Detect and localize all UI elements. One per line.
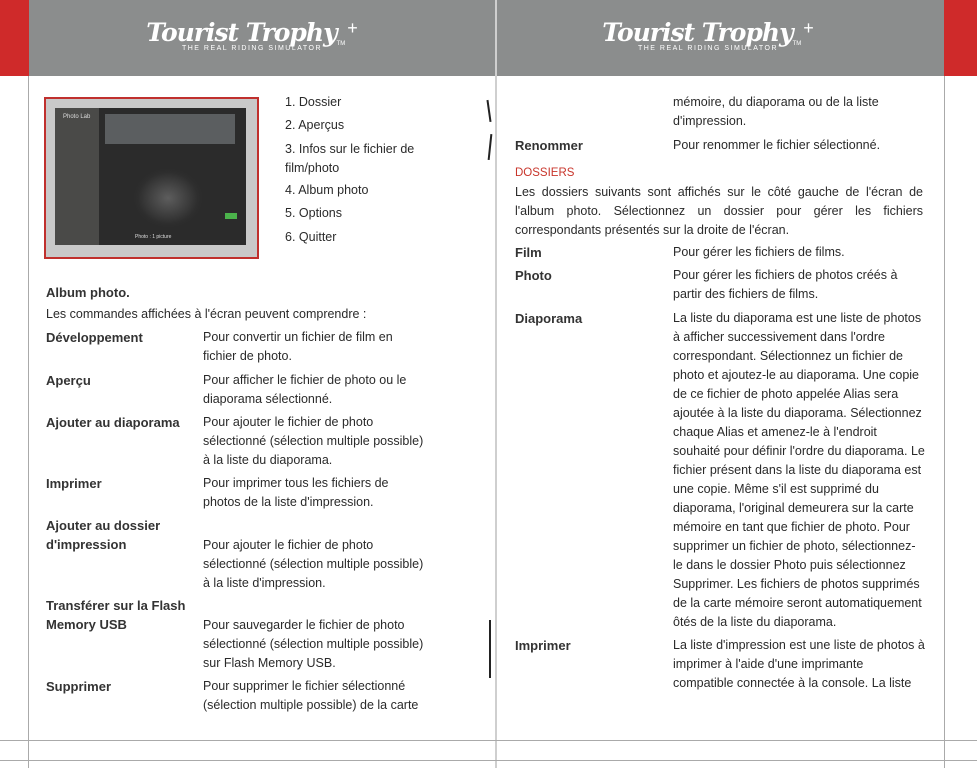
bottom-rule [0, 740, 977, 741]
entry-desc: Pour convertir un fichier de film en fichier de photo. [203, 330, 393, 363]
logo-left: Tourist TrophyTM+ THE REAL RIDING SIMULATOR [122, 18, 382, 52]
entry-desc: Pour supprimer le fichier sélectionné (sélection multiple possible) de la carte [203, 679, 419, 712]
entry-label: Ajouter au dossier d'impression [46, 518, 161, 552]
binding-mark [488, 134, 492, 160]
intro-text: Les commandes affichées à l'écran peuvent comprendre : [46, 307, 367, 321]
entry-label: Ajouter au diaporama [46, 415, 180, 430]
menu-item: 3. Infos sur le fichier de film/photo [285, 142, 415, 175]
binding-mark [486, 100, 491, 122]
thumbnail-caption: Photo : 1 picture [135, 234, 172, 240]
folders-intro: Les dossiers suivants sont affichés sur le côté gauche de l'écran de l'album photo. Sélectionnez un dossier pour gérer les fichiers correspondants présentés sur la droite de l'écran. [515, 185, 923, 237]
entry-label: Imprimer [46, 476, 102, 491]
red-corner-right [944, 0, 977, 76]
entry-desc: La liste d'impression est une liste de photos à imprimer à l'aide d'une imprimante compatible connectée à la console. La liste [673, 638, 925, 690]
entry-desc: Pour ajouter le fichier de photo sélectionné (sélection multiple possible) à la liste d'impression. [203, 538, 424, 590]
logo-right: Tourist TrophyTM+ THE REAL RIDING SIMULATOR [578, 18, 838, 52]
menu-item: 6. Quitter [285, 230, 337, 244]
entry-desc: Pour ajouter le fichier de photo sélectionné (sélection multiple possible) à la liste du diaporama. [203, 415, 424, 467]
entry-desc: Pour afficher le fichier de photo ou le diaporama sélectionné. [203, 373, 407, 406]
entry-label: Photo [515, 268, 552, 283]
entry-label: Transférer sur la Flash Memory USB [46, 598, 186, 632]
entry-desc: Pour gérer les fichiers de films. [673, 245, 845, 259]
logo-subtitle: THE REAL RIDING SIMULATOR [637, 45, 779, 52]
continuation-text: mémoire, du diaporama ou de la liste d'impression. [673, 95, 879, 128]
menu-item: 5. Options [285, 206, 342, 220]
left-margin-rule [28, 76, 29, 768]
binding-mark [489, 620, 491, 678]
entry-label: Supprimer [46, 679, 112, 694]
entry-desc: Pour imprimer tous les fichiers de photos de la liste d'impression. [203, 476, 389, 509]
menu-item: 4. Album photo [285, 183, 369, 197]
red-corner-left [0, 0, 29, 76]
bottom-rule-2 [0, 760, 977, 761]
page-spine [495, 0, 497, 768]
entry-label: Développement [46, 330, 143, 345]
menu-item: 1. Dossier [285, 95, 342, 109]
entry-label: Renommer [515, 138, 583, 153]
thumbnail-title: Photo Lab [63, 114, 91, 120]
section-heading: Album photo. [46, 285, 130, 300]
entry-label: Diaporama [515, 311, 583, 326]
entry-desc: Pour gérer les fichiers de photos créés à partir des fichiers de films. [673, 268, 898, 301]
logo-subtitle: THE REAL RIDING SIMULATOR [181, 45, 323, 52]
entry-desc: Pour sauvegarder le fichier de photo sélectionné (sélection multiple possible) sur Flash Memory USB. [203, 618, 424, 670]
folders-heading: DOSSIERS [515, 167, 575, 179]
menu-item: 2. Aperçus [285, 118, 345, 132]
entry-desc: La liste du diaporama est une liste de photos à afficher successivement dans l'ordre correspondant. Sélectionnez un fichier de photo et ajoutez-le au diaporama. Une copie de ce fichier de photo appelée Alias sera ajoutée à la liste du diaporama. Sélectionnez chaque Alias et amenez-le à l'endroit souhaité pour définir l'ordre du diaporama. Le fichier présent dans la liste du diaporama est une copie. Même s'il est supprimé du diaporama, l'original demeurera sur la carte mémoire en tant que fichier de photo. Pour supprimer un fichier de photo, sélectionnez-le dans le dossier Photo puis sélectionnez Supprimer. Les fichiers de photos supprimés de la carte mémoire seront automatiquement ôtés de la liste du diaporama. [673, 311, 925, 629]
logo-title: Tourist Trophy [602, 18, 793, 47]
entry-label: Imprimer [515, 638, 571, 653]
motorcycle-image [133, 168, 203, 228]
entry-label: Aperçu [46, 373, 91, 388]
right-margin-rule [944, 76, 945, 768]
photo-lab-thumbnail [44, 97, 259, 259]
entry-label: Film [515, 245, 542, 260]
logo-title: Tourist Trophy [146, 18, 337, 47]
entry-desc: Pour renommer le fichier sélectionné. [673, 138, 881, 152]
